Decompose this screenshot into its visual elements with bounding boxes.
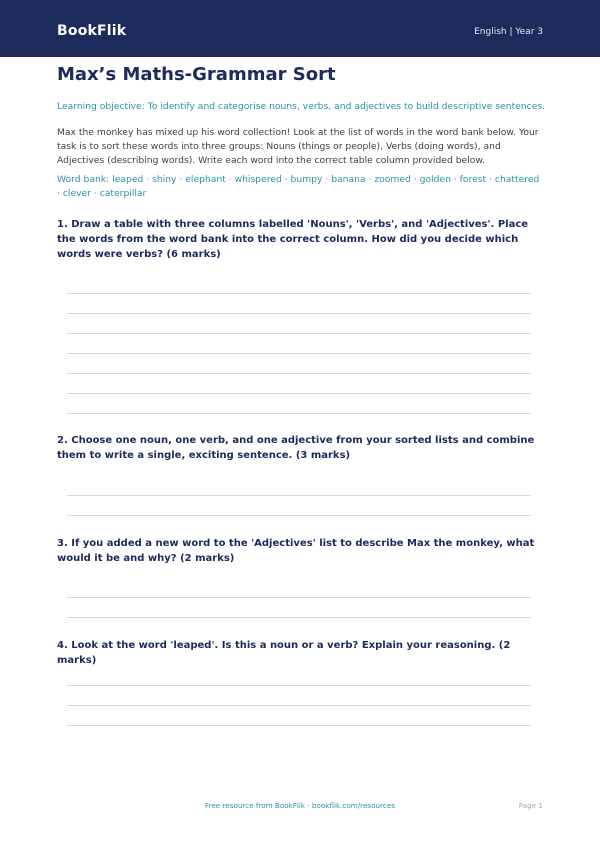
answer-line: [67, 393, 531, 394]
answer-line: [67, 597, 531, 598]
word-bank: Word bank: leaped · shiny · elephant · whispered · bumpy · banana · zoomed · golden · forest · chattered · clever · caterpillar: [57, 174, 540, 199]
answer-line: [67, 515, 531, 516]
subject-year-label: English | Year 3: [474, 27, 543, 37]
site-header: [0, 0, 600, 57]
answer-line: [67, 373, 531, 374]
question-1: 1. Draw a table with three columns labelled 'Nouns', 'Verbs', and 'Adjectives'. Place the words from the word bank into the correct column. How did you decide which words were verbs? (6 marks): [57, 219, 529, 260]
answer-line: [67, 685, 531, 686]
question-2: 2. Choose one noun, one verb, and one adjective from your sorted lists and combine them to write a single, exciting sentence. (3 marks): [57, 435, 535, 461]
page-title: Max’s Maths-Grammar Sort: [57, 64, 336, 85]
answer-line: [67, 293, 531, 294]
answer-line: [67, 495, 531, 496]
answer-line: [67, 725, 531, 726]
answer-line: [67, 353, 531, 354]
intro-paragraph: Max the monkey has mixed up his word collection! Look at the list of words in the word bank below. Your task is to sort these words into three groups: Nouns (things or people), Verbs (doing words), and Adjectives (describing words). Write each word into the correct table column provided below.: [57, 127, 539, 166]
page-number: Page 1: [518, 801, 543, 810]
answer-line: [67, 617, 531, 618]
answer-line: [67, 705, 531, 706]
learning-objective: Learning objective: To identify and categorise nouns, verbs, and adjectives to build descriptive sentences.: [57, 101, 546, 112]
footer-credit-link[interactable]: Free resource from BookFlik · bookflik.com/resources: [204, 801, 396, 810]
answer-line: [67, 413, 531, 414]
answer-line: [67, 333, 531, 334]
question-3: 3. If you added a new word to the 'Adjectives' list to describe Max the monkey, what would it be and why? (2 marks): [57, 538, 535, 564]
question-4: 4. Look at the word 'leaped'. Is this a noun or a verb? Explain your reasoning. (2 marks): [57, 640, 511, 666]
answer-line: [67, 313, 531, 314]
brand-logo[interactable]: BookFlik: [57, 23, 127, 39]
